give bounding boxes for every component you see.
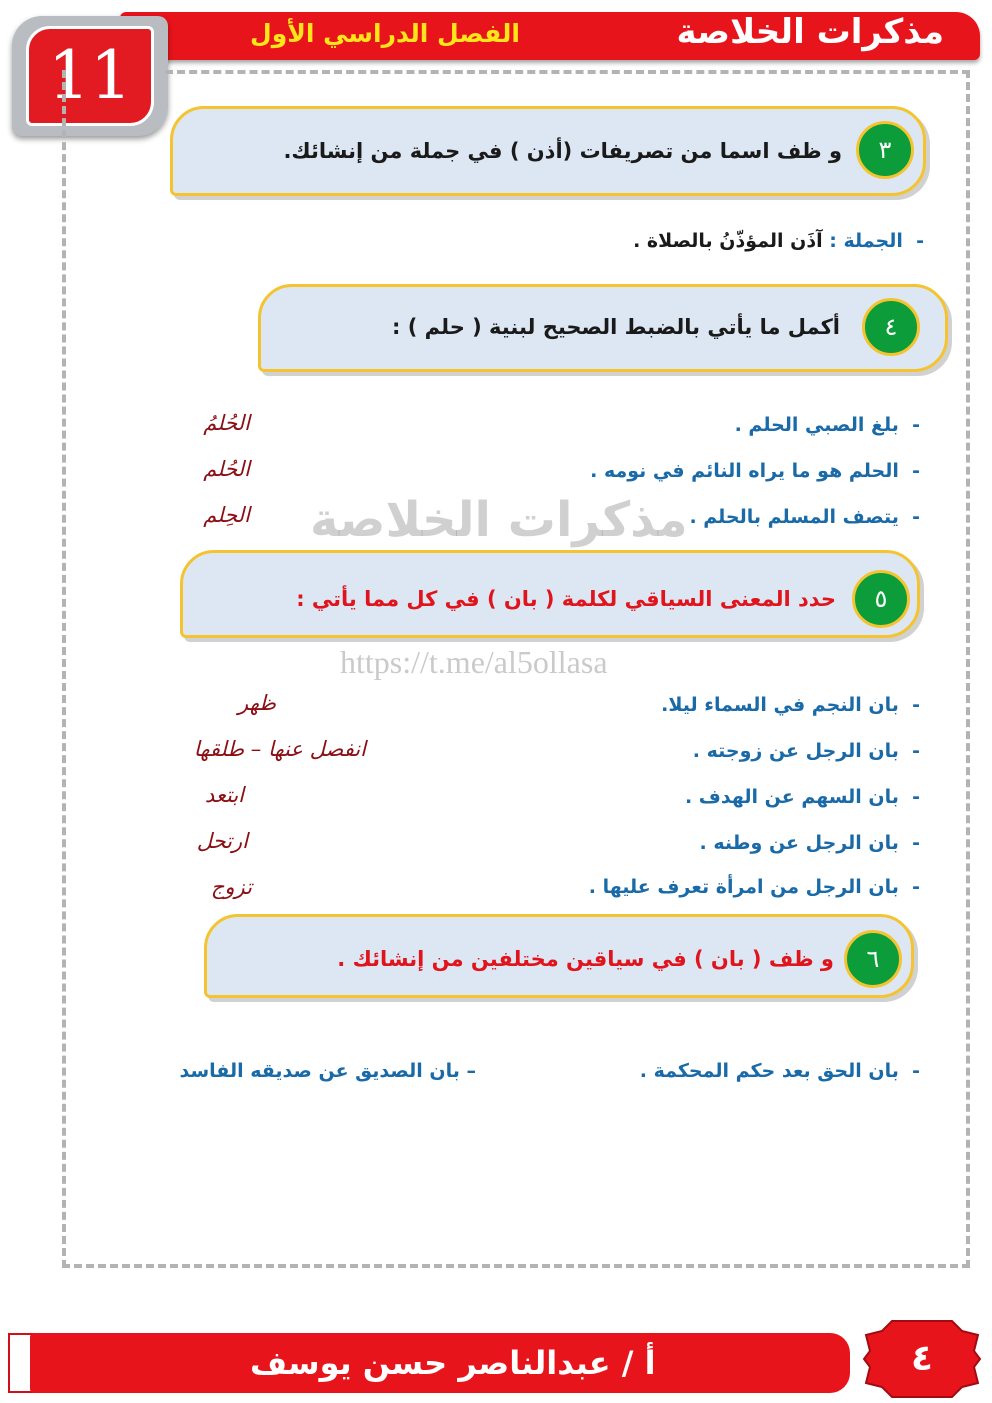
q6-answer-2: – بان الصديق عن صديقه الفاسد xyxy=(179,1060,476,1082)
list-dash: - xyxy=(902,230,924,252)
footer-page-number: ٤ xyxy=(911,1338,933,1379)
q4-item-1-answer: الحُلمُ xyxy=(203,411,250,435)
q3-answer-text: آذَن المؤذّنُ بالصلاة . xyxy=(633,230,823,252)
q4-item-2-text: الحلم هو ما يراه النائم في نومه . xyxy=(590,460,899,482)
question-4-number: ٤ xyxy=(862,298,920,356)
q5-item-3-text: بان السهم عن الهدف . xyxy=(684,786,899,808)
q3-answer-label: الجملة : xyxy=(829,230,903,252)
q5-item-3-answer: ابتعد xyxy=(204,783,244,807)
q6-answer-1: - بان الحق بعد حكم المحكمة . xyxy=(639,1060,920,1082)
page-badge-number: 11 xyxy=(48,37,132,114)
q5-item-5-text: بان الرجل من امرأة تعرف عليها . xyxy=(588,876,899,898)
q5-item-4-text: بان الرجل عن وطنه . xyxy=(699,832,899,854)
watermark-url: https://t.me/al5ollasa xyxy=(340,644,608,680)
q5-item-3: - بان السهم عن الهدف . xyxy=(684,786,920,808)
q6-answer-1-text: بان الحق بعد حكم المحكمة . xyxy=(639,1060,899,1082)
question-3-text: و ظف اسما من تصريفات (أذن ) في جملة من إنشائك. xyxy=(283,139,842,163)
page-frame-top xyxy=(165,70,970,74)
q5-item-5: - بان الرجل من امرأة تعرف عليها . xyxy=(588,876,920,898)
header-brand: مذكرات الخلاصة xyxy=(676,12,944,52)
q4-item-3-answer: الحِلم xyxy=(203,503,250,527)
q4-item-1: - بلغ الصبي الحلم . xyxy=(734,414,920,436)
watermark-brand: مذكرات الخلاصة xyxy=(310,492,688,548)
question-6-number: ٦ xyxy=(844,930,902,988)
q3-answer-line xyxy=(633,226,924,256)
question-5-number: ٥ xyxy=(852,570,910,628)
q5-item-4-answer: ارتحل xyxy=(196,829,248,853)
question-6-text: و ظف ( بان ) في سياقين مختلفين من إنشائك . xyxy=(337,947,834,971)
q4-item-3-text: يتصف المسلم بالحلم . xyxy=(689,506,899,528)
question-3-number: ٣ xyxy=(856,121,914,179)
q4-item-1-text: بلغ الصبي الحلم . xyxy=(734,414,899,436)
q5-item-2-text: بان الرجل عن زوجته . xyxy=(692,740,899,762)
question-4-text: أكمل ما يأتي بالضبط الصحيح لبنية ( حلم ) : xyxy=(392,315,840,339)
q4-item-2: - الحلم هو ما يراه النائم في نومه . xyxy=(590,460,920,482)
q5-item-2: - بان الرجل عن زوجته . xyxy=(692,740,920,762)
question-5-text: حدد المعنى السياقي لكلمة ( بان ) في كل مما يأتي : xyxy=(296,587,836,611)
q4-item-3: - يتصف المسلم بالحلم . xyxy=(689,506,920,528)
q4-item-2-answer: الحُلم xyxy=(203,457,250,481)
header-term: الفصل الدراسي الأول xyxy=(250,19,520,48)
q5-item-4: - بان الرجل عن وطنه . xyxy=(699,832,920,854)
q5-item-1-answer: ظهر xyxy=(238,691,276,715)
q5-item-1: - بان النجم في السماء ليلا. xyxy=(661,694,920,716)
q5-item-2-answer: انفصل عنها – طلقها xyxy=(193,737,366,761)
q5-item-5-answer: تزوج xyxy=(210,875,252,899)
q5-item-1-text: بان النجم في السماء ليلا. xyxy=(661,694,899,716)
footer-author: أ / عبدالناصر حسن يوسف xyxy=(250,1344,656,1382)
